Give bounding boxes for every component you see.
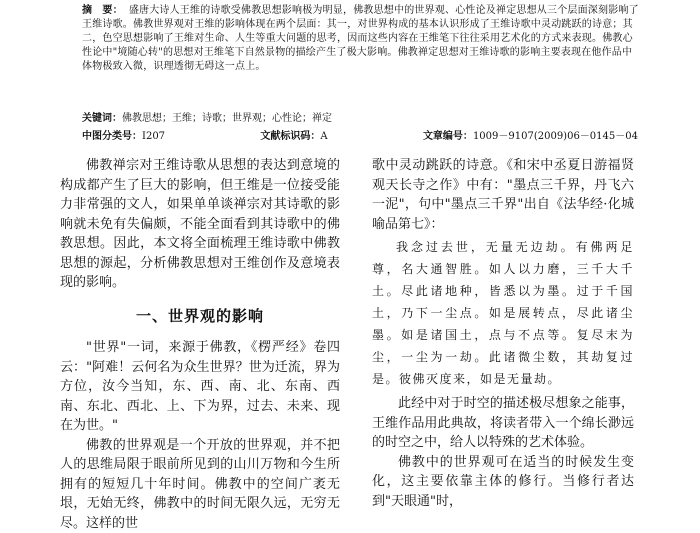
abstract-text: 盛唐大诗人王维的诗歌受佛教思想影响极为明显，佛教思想中的世界观、心性论及禅定思想从三个层面深刻影响了王维诗歌。佛教世界观对王维的影响体现在两个层面：其一，对世界构成的基本认识形成了王维诗歌中灵动跳跃的诗意；其二，色空思想影响了王维对生命、人生等重大问题的思考，因而这些内容在王维笔下往往采用艺术化的方式来表现。佛教心性论中"境随心转"的思想对王维笔下自然景物的描绘产生了极大影响。佛教禅定思想对王维诗歌的影响主要表现在他作品中体物极致入微，识理透彻无碍这一点上。: [82, 5, 639, 72]
doc-label: 文献标识码：: [260, 131, 320, 142]
body-paragraph: 佛教中的世界观可在适当的时候发生变化，这主要依靠主体的修行。当修行者达到"天眼通"时，: [372, 453, 634, 512]
scripture-quote: 我念过去世，无量无边劫。有佛两足尊，名大通智胜。如人以力磨，三千大千土。尽此诸地种，皆悉以为墨。过于千国土，乃下一尘点。如是展转点，尽此诸尘墨。如是诸国土，点与不点等。复尽末为尘，一尘为一劫。此诸微尘数，其劫复过是。彼佛灭度来，如是无量劫。: [372, 236, 634, 390]
body-paragraph: 此经中对于时空的描述极尽想象之能事，王维作品用此典故，将读者带入一个绵长渺远的时空之中，给人以特殊的艺术体验。: [372, 394, 634, 453]
abstract: [82, 4, 642, 74]
keywords-label: 关键词：: [82, 113, 122, 124]
article-label: 文章编号：: [423, 131, 473, 142]
section-heading: 一、世界观的影响: [60, 307, 340, 327]
doc-code: [260, 130, 327, 144]
abstract-label: 摘 要：: [82, 5, 123, 16]
body-paragraph: 佛教的世界观是一个开放的世界观，并不把人的思维局限于眼前所见到的山川万物和今生所拥有的短短几十年时间。佛教中的空间广袤无垠，无始无终，佛教中的时间无限久远，无穷无尽。这样的世: [60, 436, 340, 533]
keywords: [82, 112, 642, 126]
right-column: [372, 156, 634, 511]
body-paragraph: "世界"一词，来源于佛教，《楞严经》卷四云："阿难！云何名为众生世界？世为迁流，界为方位，汝今当知，东、西、南、北、东南、西南、东北、西北、上、下为界，过去、未来、现在为世。": [60, 338, 340, 436]
intro-paragraph: 佛教禅宗对王维诗歌从思想的表达到意境的构成都产生了巨大的影响，但王维是一位接受能力非常强的文人，如果单单谈禅宗对其诗歌的影响就未免有失偏颇，不能全面看到其诗歌中的佛教思想。因此，本文将全面梳理王维诗歌中佛教思想的源起，分析佛教思想对王维创作及意境表现的影响。: [60, 156, 340, 293]
article-value: 1009－9107(2009)06－0145－04: [473, 131, 638, 142]
keywords-text: 佛教思想；王维；诗歌；世界观；心性论；禅定: [122, 113, 332, 124]
classification-line: [82, 130, 638, 144]
clc-code: [82, 130, 165, 144]
article-number: [423, 130, 638, 144]
body-paragraph: 歌中灵动跳跃的诗意。《和宋中丞夏日游福贤观天长寺之作》中有："墨点三千界，丹飞六一泥"，句中"墨点三千界"出自《法华经·化城喻品第七》：: [372, 156, 634, 234]
doc-value: A: [320, 131, 327, 142]
left-column: [60, 156, 340, 533]
clc-value: I207: [142, 131, 165, 142]
clc-label: 中图分类号：: [82, 131, 142, 142]
